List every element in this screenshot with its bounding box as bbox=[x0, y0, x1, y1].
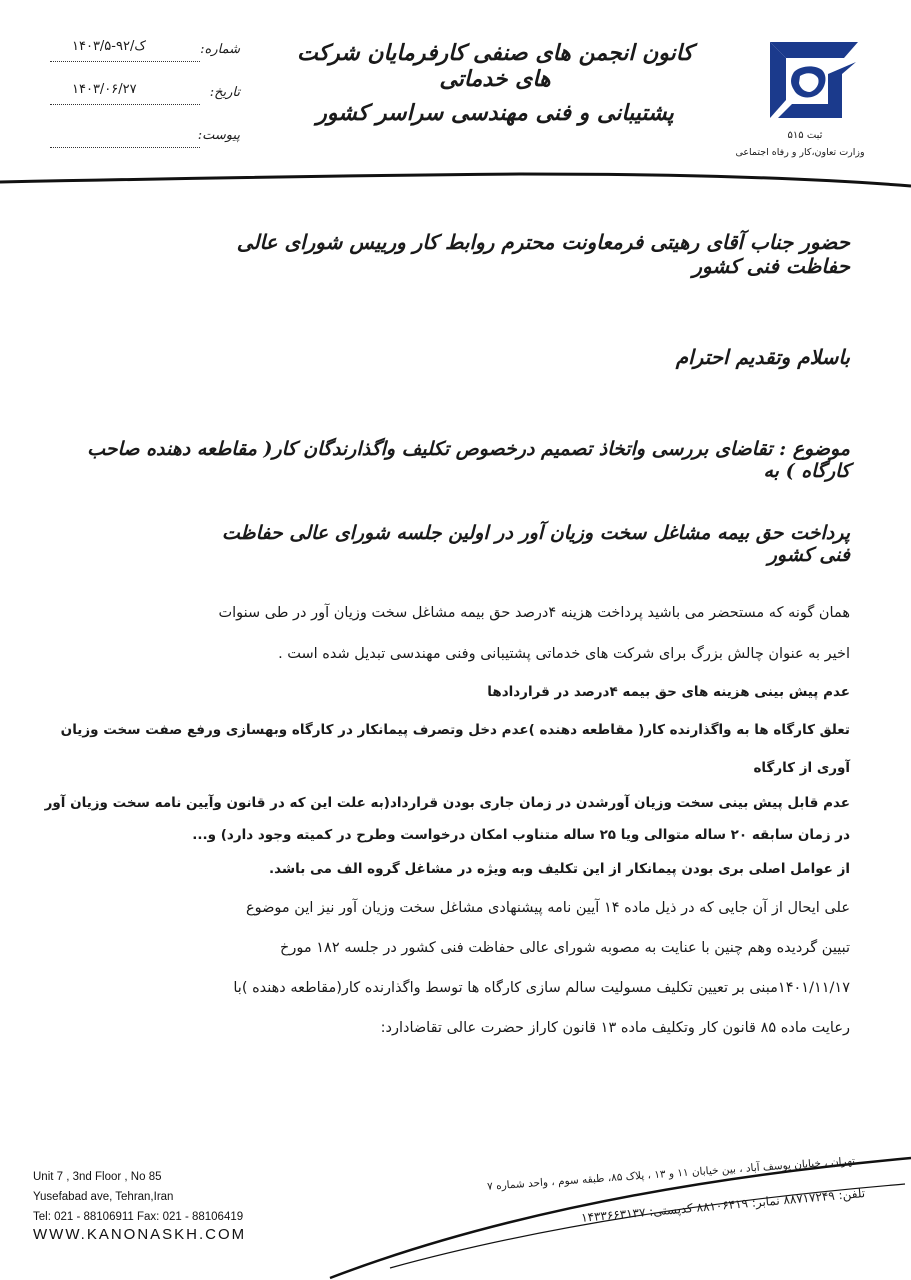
bold-point: در زمان سابقه ۲۰ ساله متوالی ویا ۲۵ ساله متناوب امکان درخواست وطرح در کمیته وجود دارد) و... bbox=[192, 827, 850, 843]
body-line: علی ایحال از آن جایی که در ذیل ماده ۱۴ آیین نامه پیشنهادی مشاغل سخت وزیان آور نیز این موضوع bbox=[245, 900, 850, 916]
phone-fax-line: Tel: 021 - 88106911 Fax: 021 - 88106419 bbox=[33, 1211, 244, 1223]
address-line: Yusefabad ave, Tehran,Iran bbox=[33, 1191, 174, 1203]
subject-line: پرداخت حق بیمه مشاغل سخت وزیان آور در اولین جلسه شورای عالی حفاظت فنی کشور bbox=[221, 522, 850, 566]
subject-line: موضوع : تقاضای بررسی واتخاذ تصمیم درخصوص تکلیف واگذارندگان کار( مقاطعه دهنده صاحب کارگاه ) به bbox=[87, 438, 850, 482]
bold-point: عدم قابل پیش بینی سخت وزیان آورشدن در زمان جاری بودن قرارداد(به علت این که در قانون وآیین نامه سخت وزیان آور bbox=[44, 795, 850, 811]
attachment-field bbox=[50, 128, 240, 152]
bold-point: آوری از کارگاه bbox=[753, 760, 850, 776]
registration-number: ثبت ۵۱۵ bbox=[787, 130, 823, 141]
body-line: ۱۴۰۱/۱۱/۱۷مبنی بر تعیین تکلیف مسولیت سالم سازی کارگاه ها توسط واگذارنده کار(مقاطعه دهنده )با bbox=[233, 980, 850, 996]
persian-contact: تلفن: ۸۸۷۱۷۲۴۹ نمابر: ۸۸۱۰۶۴۱۹ کدپستی: ۱۴۳۳۶۶۳۱۳۷ bbox=[580, 1186, 866, 1225]
persian-address: تهران ، خیابان یوسف آباد ، بین خیابان ۱۱ و ۱۳ ، پلاک ۸۵، طبقه سوم ، واحد شماره ۷ bbox=[486, 1155, 856, 1193]
greeting: باسلام وتقدیم احترام bbox=[675, 345, 850, 369]
letter-date-field bbox=[50, 82, 240, 109]
body-line: رعایت ماده ۸۵ قانون کار وتکلیف ماده ۱۳ قانون کاراز حضرت عالی تقاضادارد: bbox=[380, 1020, 850, 1036]
dotted-line bbox=[50, 61, 200, 62]
letter-number-field bbox=[50, 39, 240, 66]
organization-subtitle: پشتیبانی و فنی مهندسی سراسر کشور bbox=[316, 100, 674, 126]
organization-title: کانون انجمن های صنفی کارفرمایان شرکت های خدماتی bbox=[297, 40, 693, 92]
website-link[interactable]: WWW.KANONASKH.COM bbox=[33, 1226, 247, 1243]
bold-point: تعلق کارگاه ها به واگذارنده کار( مقاطعه دهنده )عدم دخل وتصرف پیمانکار در کارگاه وبهسازی ورفع صفت سخت وزیان bbox=[60, 722, 850, 738]
english-address bbox=[33, 1167, 243, 1227]
kanon-logo-icon bbox=[758, 38, 868, 122]
dotted-line bbox=[50, 104, 200, 105]
bold-point: از عوامل اصلی بری بودن پیمانکار از این تکلیف وبه ویژه در مشاغل گروه الف می باشد. bbox=[268, 861, 850, 877]
addressee: حضور جناب آقای رهیتی فرمعاونت محترم روابط کار ورییس شورای عالی حفاظت فنی کشور bbox=[236, 230, 850, 278]
bold-point: عدم پیش بینی هزینه های حق بیمه ۴درصد در قراردادها bbox=[487, 684, 850, 700]
header-divider bbox=[0, 150, 911, 190]
letter-date-value: ۱۴۰۳/۰۶/۲۷ bbox=[72, 82, 137, 97]
dotted-line bbox=[50, 147, 200, 148]
letter-number-label: شماره: bbox=[200, 42, 240, 57]
letter-date-label: تاریخ: bbox=[209, 85, 240, 100]
body-line: همان گونه که مستحضر می باشید پرداخت هزینه ۴درصد حق بیمه مشاغل سخت وزیان آور در طی سنوات bbox=[218, 605, 850, 621]
address-line: Unit 7 , 3nd Floor , No 85 bbox=[33, 1171, 162, 1183]
letter-number-value: ۱۴۰۳/۵-۹۲/ک bbox=[72, 39, 146, 54]
ministry-name: وزارت تعاون،کار و رفاه اجتماعی bbox=[735, 147, 865, 158]
body-line: اخیر به عنوان چالش بزرگ برای شرکت های خدماتی پشتیبانی وفنی مهندسی تبدیل شده است . bbox=[278, 646, 850, 662]
body-line: تبیین گردیده وهم چنین با عنایت به مصوبه شورای عالی حفاظت فنی کشور در جلسه ۱۸۲ مورخ bbox=[280, 940, 850, 956]
attachment-label: پیوست: bbox=[197, 128, 240, 143]
